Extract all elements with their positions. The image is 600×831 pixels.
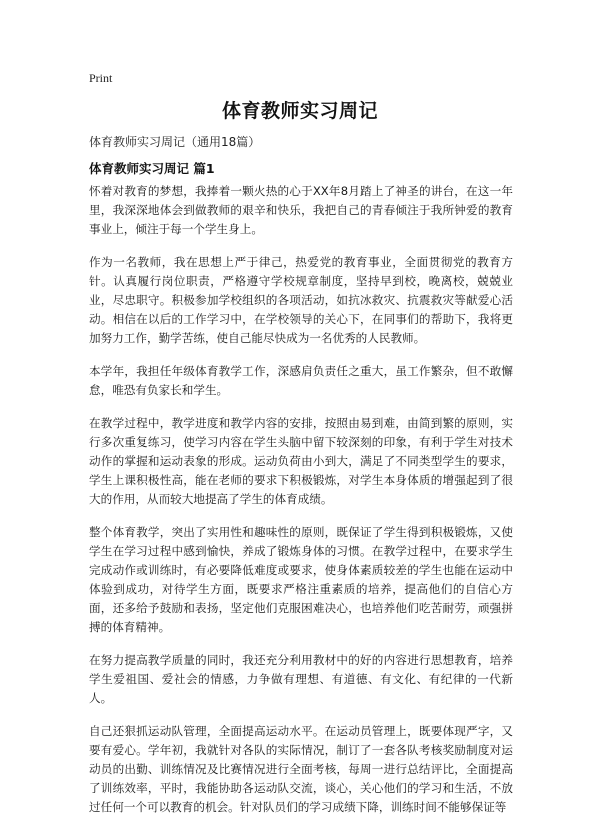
section-heading: 体育教师实习周记 篇1 [89, 161, 215, 176]
body-text [89, 182, 513, 831]
paragraph-6: 在努力提高教学质量的同时，我还充分利用教材中的好的内容进行思想教育，培养学生爱祖国、爱社会的情感，力争做有理想、有道德、有文化、有纪律的一代新人。 [89, 653, 513, 705]
page-title: 体育教师实习周记 [221, 100, 378, 122]
paragraph-4: 在教学过程中，教学进度和教学内容的安排，按照由易到难，由简到繁的原则，实行多次重复练习，使学习内容在学生头脑中留下较深刻的印象，有利于学生对技术动作的掌握和运动表象的形成。运动负荷由小到大，满足了不同类型学生的要求，学生上课积极性高，能在老师的要求下积极锻炼，对学生本身体质的增强起到了很大的作用，从而较大地提高了学生的体育成绩。 [89, 416, 513, 506]
print-link[interactable]: Print [89, 71, 113, 85]
document-subtitle: 体育教师实习周记（通用18篇） [89, 135, 261, 149]
paragraph-1: 怀着对教育的梦想，我捧着一颗火热的心于XX年8月踏上了神圣的讲台，在这一年里，我深深地体会到做教师的艰辛和快乐，我把自己的青春倾注于我所钟爱的教育事业上，倾注于每一个学生身上。 [89, 184, 513, 236]
paragraph-7: 自己还狠抓运动队管理，全面提高运动水平。在运动员管理上，既要体现严字，又要有爱心。学年初，我就针对各队的实际情况，制订了一套各队考核奖励制度对运动员的出勤、训练情况及比赛情况进行全面考核，每周一进行总结评比，全面提高了训练效率，平时，我能协助各运动队交流，谈心，关心他们的学习和生活，不放过任何一个可以教育的机会。针对队员们的学习成绩下降，训练时间不能够保证等 [89, 724, 513, 814]
paragraph-2: 作为一名教师，我在思想上严于律己，热爱党的教育事业，全面贯彻党的教育方针。认真履行岗位职责，严格遵守学校规章制度，坚持早到校，晚离校，兢兢业业，尽忠职守。积极参加学校组织的各项活动，如抗冰救灾、抗震救灾等献爱心活动。相信在以后的工作学习中，在学校领导的关心下，在同事们的帮助下，我将更加努力工作，勤学苦练，使自己能尽快成为一名优秀的人民教师。 [89, 255, 513, 345]
paragraph-3: 本学年，我担任年级体育教学工作，深感肩负责任之重大，虽工作繁杂，但不敢懈怠，唯恐有负家长和学生。 [89, 364, 513, 397]
paragraph-5: 整个体育教学，突出了实用性和趣味性的原则，既保证了学生得到积极锻炼，又使学生在学习过程中感到愉快，养成了锻炼身体的习惯。在教学过程中，在要求学生完成动作或训练时，有必要降低难度或要求，使身体素质较差的学生也能在运动中体验到成功，对待学生方面，既要求严格注重素质的培养，提高他们的自信心方面，还多给予鼓励和表扬，坚定他们克服困难决心，也培养他们吃苦耐劳，顽强拼搏的体育精神。 [89, 525, 513, 634]
